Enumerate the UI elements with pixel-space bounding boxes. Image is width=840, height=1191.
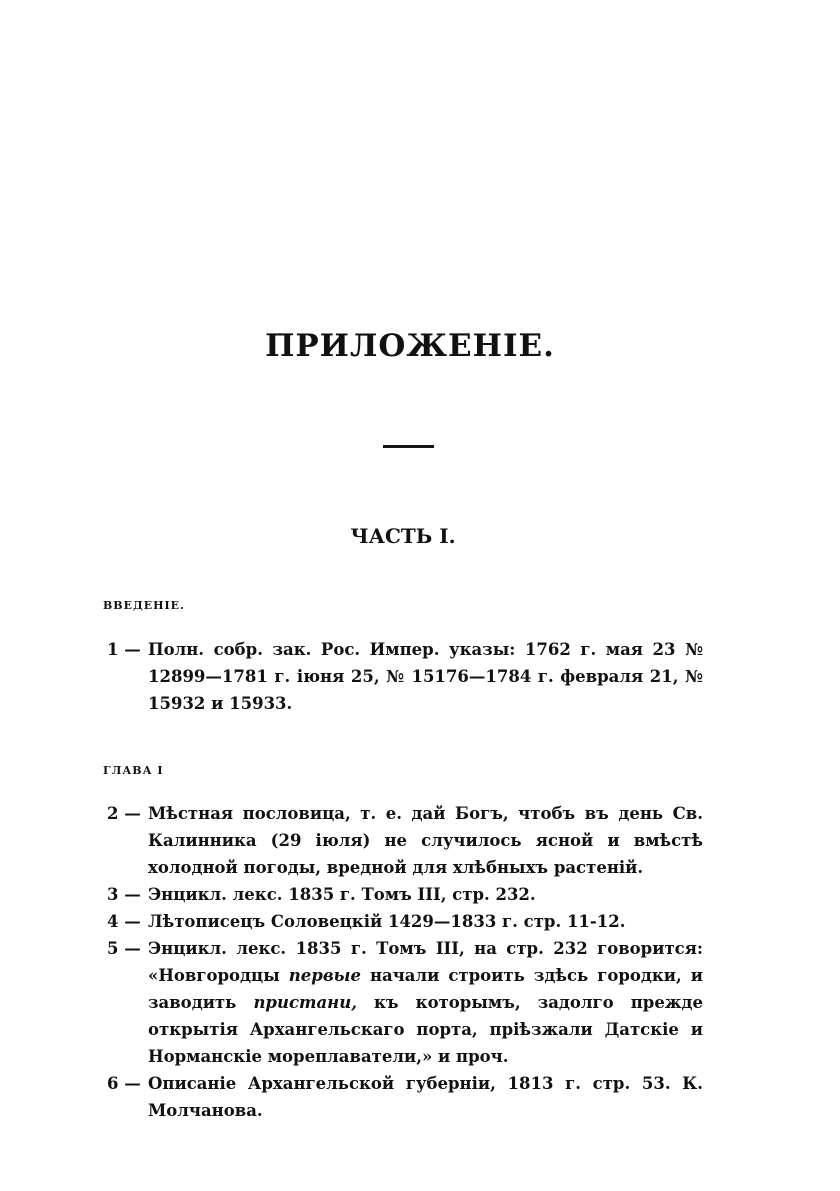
page-title: ПРИЛОЖЕНІЕ. <box>265 328 555 364</box>
footnote-text: Полн. собр. зак. Рос. Импер. указы: 1762 г. мая 23 № 12899—1781 г. іюня 25, № 15176—1784 г. февраля 21, № 15932 и 15933. <box>148 640 703 713</box>
footnote-text: Описаніе Архангельской губерніи, 1813 г. стр. 53. К. Молчанова. <box>148 1074 703 1120</box>
footnote-number: 3 — <box>107 885 141 904</box>
footnote-number: 5 — <box>107 939 141 958</box>
footnote-6 <box>107 1070 703 1124</box>
section-heading-chapter-1: ГЛАВА I <box>103 764 164 777</box>
footnote-emphasis: пристани, <box>253 993 357 1012</box>
footnote-text: Лѣтописецъ Соловецкій 1429—1833 г. стр. 11-12. <box>148 912 626 931</box>
footnote-text: Мѣстная пословица, т. е. дай Богъ, чтобъ въ день Св. Калинника (29 іюля) не случилось ясной и вмѣстѣ холодной погоды, вредной для хлѣбныхъ растеній. <box>148 804 703 877</box>
footnote-text-part: начали строить здѣсь городки, и заводить <box>148 966 704 1012</box>
footnote-emphasis: первые <box>288 966 361 985</box>
footnote-text-part: Энцикл. лекс. 1835 г. Томъ III, на стр. 232 говорится: «Новгородцы <box>148 939 703 985</box>
footnote-number: 2 — <box>107 804 141 823</box>
footnote-2 <box>107 800 703 881</box>
footnote-text-part: къ которымъ, задолго прежде открытія Архангельскаго порта, пріѣзжали Датскіе и Норманскіе мореплаватели,» и проч. <box>148 993 704 1066</box>
footnote-number: 6 — <box>107 1074 141 1093</box>
footnote-1 <box>107 636 703 717</box>
part-heading: ЧАСТЬ I. <box>350 524 456 548</box>
footnote-text: Энцикл. лекс. 1835 г. Томъ III, стр. 232. <box>148 885 536 904</box>
title-divider <box>383 445 434 448</box>
footnote-number: 1 — <box>107 640 141 659</box>
footnote-5 <box>107 935 703 1070</box>
footnote-3 <box>107 881 703 908</box>
footnote-number: 4 — <box>107 912 141 931</box>
footnote-text <box>148 935 703 1070</box>
footnote-4 <box>107 908 703 935</box>
section-heading-introduction: ВВЕДЕНІЕ. <box>103 599 185 612</box>
